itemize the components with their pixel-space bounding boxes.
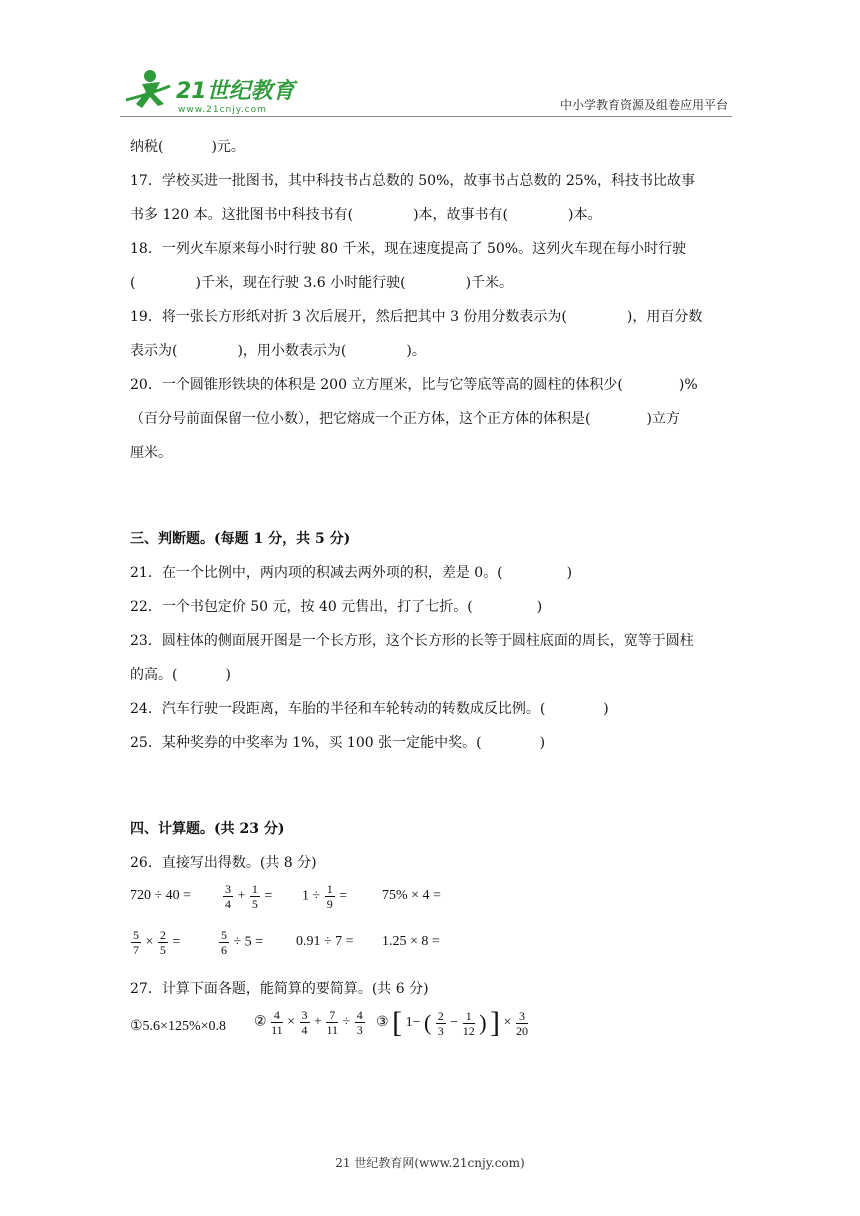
bracket: [ [392,1006,403,1039]
denominator: 4 [301,1023,308,1037]
exam-content [130,130,740,1062]
q16-tail [130,130,740,164]
numerator: 7 [326,1008,338,1023]
operator: ÷ [342,1014,351,1030]
calc-item: 75% × 4 = [382,888,441,903]
text: 表示为( [130,343,178,359]
text: 25．某种奖券的中奖率为 1%，买 100 张一定能中奖。( [130,735,482,751]
text: )元。 [211,139,245,155]
operator: = [172,934,181,950]
text: 书多 120 本。这批图书中科技书有( [130,207,354,223]
denominator: 11 [326,1023,338,1037]
expression-3 [376,1008,529,1038]
fraction [325,882,335,911]
text: )。 [406,343,426,359]
operator: + [314,1014,322,1030]
text: ② [254,1014,267,1030]
q23-line1: 23．圆柱体的侧面展开图是一个长方形，这个长方形的长等于圆柱底面的周长，宽等于圆柱 [130,633,694,649]
fraction [271,1008,283,1037]
numerator: 3 [301,1008,308,1022]
numerator: 3 [225,882,231,896]
q17-line2 [130,198,740,232]
denominator: 5 [251,897,258,911]
numerator: 1 [463,1009,475,1024]
numerator: 5 [221,928,227,942]
numerator: 2 [437,1008,444,1023]
text: )% [678,377,698,393]
spacer [130,470,740,522]
fraction [463,1009,475,1038]
text: ( [130,275,136,291]
logo-graphic [120,64,300,124]
numerator: 5 [133,928,139,942]
fraction [516,1009,528,1038]
text: ) [566,565,573,581]
q19-line2 [130,334,740,368]
denominator: 20 [515,1023,528,1038]
operator: = [339,888,348,904]
operator: × [503,1015,512,1031]
numerator: 1 [251,882,258,896]
bracket: ] [490,1006,501,1039]
text: )立方 [646,411,680,427]
q24 [130,692,740,726]
denominator: 9 [326,897,333,911]
fraction [326,1008,338,1037]
operator: = [264,888,273,904]
text: )，用小数表示为( [237,343,347,359]
denominator: 5 [159,943,166,957]
fraction [223,882,233,911]
svg-text:21世纪教育: 21世纪教育 [176,79,295,104]
denominator: 11 [271,1023,283,1037]
operator: − [450,1015,459,1031]
fraction [355,1008,365,1037]
q19-line1 [130,300,740,334]
operator: × [145,934,154,950]
text: ) [225,667,231,683]
text: 22．一个书包定价 50 元，按 40 元售出，打了七折。( [130,599,473,615]
text: ③ [376,1015,389,1031]
calc-item [218,928,263,957]
numerator: 4 [356,1008,363,1022]
bracket: ) [479,1010,487,1035]
denominator: 3 [437,1023,444,1038]
q17-line1: 17．学校买进一批图书，其中科技书占总数的 50%，故事书占总数的 25%，科技书比故事 [130,173,695,189]
q22 [130,590,740,624]
operator: × [287,1014,296,1030]
denominator: 12 [462,1023,475,1038]
calc-item [222,882,272,911]
fraction [300,1008,310,1037]
numerator: 1 [326,882,333,896]
numerator: 3 [516,1009,528,1024]
expression-1: ①5.6×125%×0.8 [130,1019,227,1034]
header-divider [120,116,732,117]
calc-row-3 [130,1006,740,1062]
text: 1− [405,1015,421,1031]
q23-line2 [130,658,740,692]
expression-2 [254,1008,366,1037]
operator: + [237,888,246,904]
text: )，用百分数 [626,309,703,325]
text: 1 ÷ [302,888,321,904]
spacer [130,760,740,812]
bracket: ( [423,1010,432,1035]
q20-line3: 厘米。 [130,445,172,461]
fraction [131,928,141,957]
fraction [250,882,260,911]
section-3-title: 三、判断题。(每题 1 分，共 5 分) [130,531,351,547]
text: 的高。( [130,667,178,683]
text: 24．汽车行驶一段距离，车胎的半径和车轮转动的转数成反比例。( [130,701,546,717]
text: )本。 [568,207,602,223]
fraction [219,928,229,957]
calc-row-1 [130,880,740,926]
text: 19．将一张长方形纸对折 3 次后展开，然后把其中 3 份用分数表示为( [130,309,567,325]
site-logo [120,64,300,124]
section-4-title: 四、计算题。(共 23 分) [130,821,285,837]
text: )本，故事书有( [413,207,509,223]
denominator: 6 [221,943,227,957]
svg-text:www.21cnjy.com: www.21cnjy.com [178,105,267,115]
text: （百分号前面保留一位小数），把它熔成一个正方体，这个正方体的体积是( [130,411,591,427]
q20-line2 [130,402,740,436]
text: 21．在一个比例中，两内项的积减去两外项的积，差是 0。( [130,565,503,581]
page-header [0,0,860,120]
calc-item [302,882,347,911]
text: ) [603,701,609,717]
denominator: 7 [133,943,139,957]
text: ) [539,735,546,751]
calc-row-2 [130,926,740,972]
q21 [130,556,740,590]
calc-item: 0.91 ÷ 7 = [296,934,354,949]
platform-name: 中小学教育资源及组卷应用平台 [559,98,728,112]
q20-line1 [130,368,740,402]
numerator: 2 [159,928,166,942]
q26: 26．直接写出得数。(共 8 分) [130,855,317,871]
numerator: 4 [271,1008,283,1023]
text: )千米，现在行驶 3.6 小时能行驶( [195,275,406,291]
text: )千米。 [465,275,514,291]
text: ) [536,599,543,615]
q25 [130,726,740,760]
text: 纳税( [130,139,164,155]
fraction [436,1009,446,1038]
q27: 27．计算下面各题，能简算的要简算。(共 6 分) [130,981,429,997]
text: 20．一个圆锥形铁块的体积是 200 立方厘米，比与它等底等高的圆柱的体积少( [130,377,623,393]
q18-line1: 18．一列火车原来每小时行驶 80 千米，现在速度提高了 50%。这列火车现在每小时行驶 [130,241,687,257]
calc-item: 720 ÷ 40 = [130,888,192,903]
denominator: 3 [356,1023,363,1037]
denominator: 4 [225,897,231,911]
page-footer: 21 世纪教育网(www.21cnjy.com) [335,1156,525,1170]
fraction [158,928,168,957]
text: ÷ 5 = [233,934,264,950]
calc-item: 1.25 × 8 = [382,934,440,949]
calc-item [130,928,180,957]
q18-line2 [130,266,740,300]
